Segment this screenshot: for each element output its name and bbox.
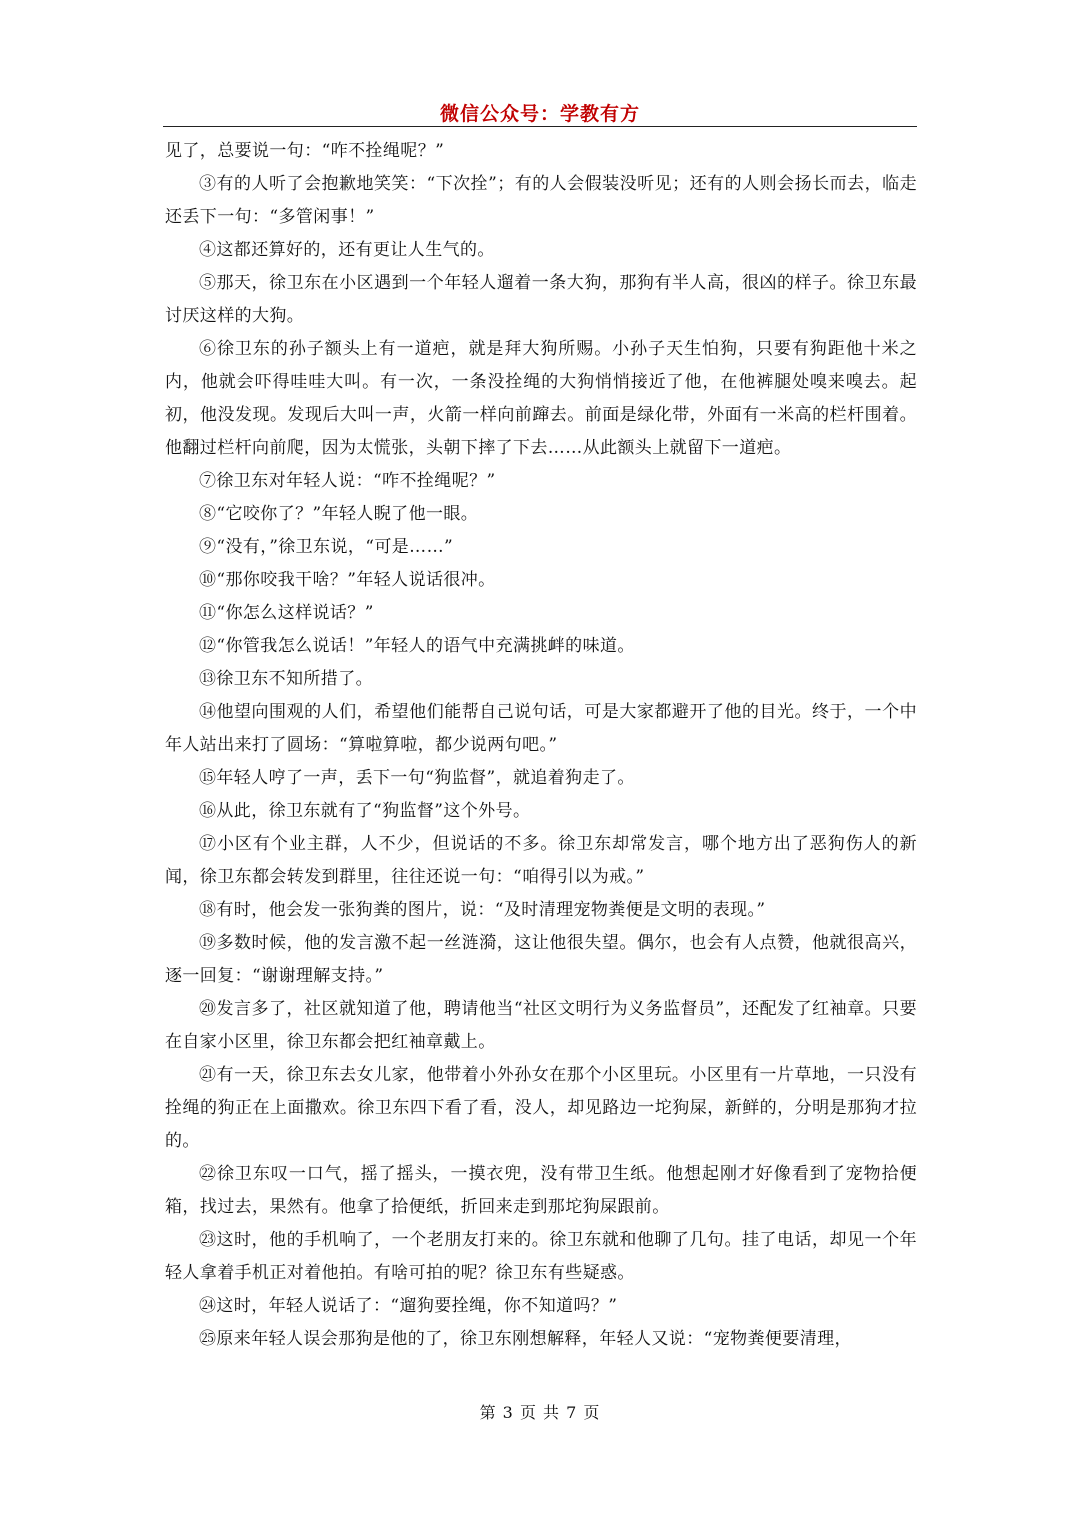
article-body <box>165 135 917 1356</box>
paragraph: ⑧“它咬你了？”年轻人睨了他一眼。 <box>199 504 479 524</box>
header-divider <box>163 126 917 127</box>
paragraph: ④这都还算好的，还有更让人生气的。 <box>199 240 495 260</box>
paragraph: ⑰小区有个业主群，人不少，但说话的不多。徐卫东却常发言，哪个地方出了恶狗伤人的新闻，徐卫东都会转发到群里，往往还说一句：“咱得引以为戒。” <box>165 834 917 887</box>
paragraph: ⑭他望向围观的人们，希望他们能帮自己说句话，可是大家都避开了他的目光。终于，一个中年人站出来打了圆场：“算啦算啦，都少说两句吧。” <box>165 702 917 755</box>
paragraph: 见了，总要说一句：“咋不拴绳呢？” <box>165 141 445 161</box>
paragraph: ⑮年轻人哼了一声，丢下一句“狗监督”，就追着狗走了。 <box>199 768 635 788</box>
header-title: 微信公众号：学教有方 <box>439 103 640 125</box>
paragraph: ㉕原来年轻人误会那狗是他的了，徐卫东刚想解释，年轻人又说：“宠物粪便要清理， <box>199 1329 852 1349</box>
paragraph: ⑲多数时候，他的发言激不起一丝涟漪，这让他很失望。偶尔，也会有人点赞，他就很高兴，逐一回复：“谢谢理解支持。” <box>165 933 917 986</box>
paragraph: ㉔这时，年轻人说话了：“遛狗要拴绳，你不知道吗？” <box>199 1296 618 1316</box>
paragraph: ⑫“你管我怎么说话！”年轻人的语气中充满挑衅的味道。 <box>199 636 635 656</box>
page-number: 第 3 页 共 7 页 <box>479 1403 601 1422</box>
paragraph: ㉑有一天，徐卫东去女儿家，他带着小外孙女在那个小区里玩。小区里有一片草地，一只没有拴绳的狗正在上面撒欢。徐卫东四下看了看，没人，却见路边一坨狗屎，新鲜的，分明是那狗才拉的。 <box>165 1065 917 1151</box>
paragraph: ㉒徐卫东叹一口气，摇了摇头，一摸衣兜，没有带卫生纸。他想起刚才好像看到了宠物拾便箱，找过去，果然有。他拿了拾便纸，折回来走到那坨狗屎跟前。 <box>165 1164 917 1217</box>
paragraph: ⑩“那你咬我干啥？”年轻人说话很冲。 <box>199 570 496 590</box>
paragraph: ⑳发言多了，社区就知道了他，聘请他当“社区文明行为义务监督员”，还配发了红袖章。只要在自家小区里，徐卫东都会把红袖章戴上。 <box>165 999 917 1052</box>
paragraph: ⑪“你怎么这样说话？” <box>199 603 374 623</box>
paragraph: ⑤那天，徐卫东在小区遇到一个年轻人遛着一条大狗，那狗有半人高，很凶的样子。徐卫东最讨厌这样的大狗。 <box>165 273 917 326</box>
paragraph: ③有的人听了会抱歉地笑笑：“下次拴”；有的人会假装没听见；还有的人则会扬长而去，临走还丢下一句：“多管闲事！” <box>165 174 917 227</box>
paragraph: ⑨“没有，”徐卫东说，“可是……” <box>199 537 454 557</box>
paragraph: ⑦徐卫东对年轻人说：“咋不拴绳呢？” <box>199 471 496 491</box>
paragraph: ⑯从此，徐卫东就有了“狗监督”这个外号。 <box>199 801 531 821</box>
paragraph: ⑬徐卫东不知所措了。 <box>199 669 373 689</box>
paragraph: ⑱有时，他会发一张狗粪的图片，说：“及时清理宠物粪便是文明的表现。” <box>199 900 766 920</box>
paragraph: ㉓这时，他的手机响了，一个老朋友打来的。徐卫东就和他聊了几句。挂了电话，却见一个年轻人拿着手机正对着他拍。有啥可拍的呢？徐卫东有些疑惑。 <box>165 1230 917 1283</box>
paragraph: ⑥徐卫东的孙子额头上有一道疤，就是拜大狗所赐。小孙子天生怕狗，只要有狗距他十米之内，他就会吓得哇哇大叫。有一次，一条没拴绳的大狗悄悄接近了他，在他裤腿处嗅来嗅去。起初，他没发现。发现后大叫一声，火箭一样向前蹿去。前面是绿化带，外面有一米高的栏杆围着。他翻过栏杆向前爬，因为太慌张，头朝下摔了下去……从此额头上就留下一道疤。 <box>165 339 917 458</box>
